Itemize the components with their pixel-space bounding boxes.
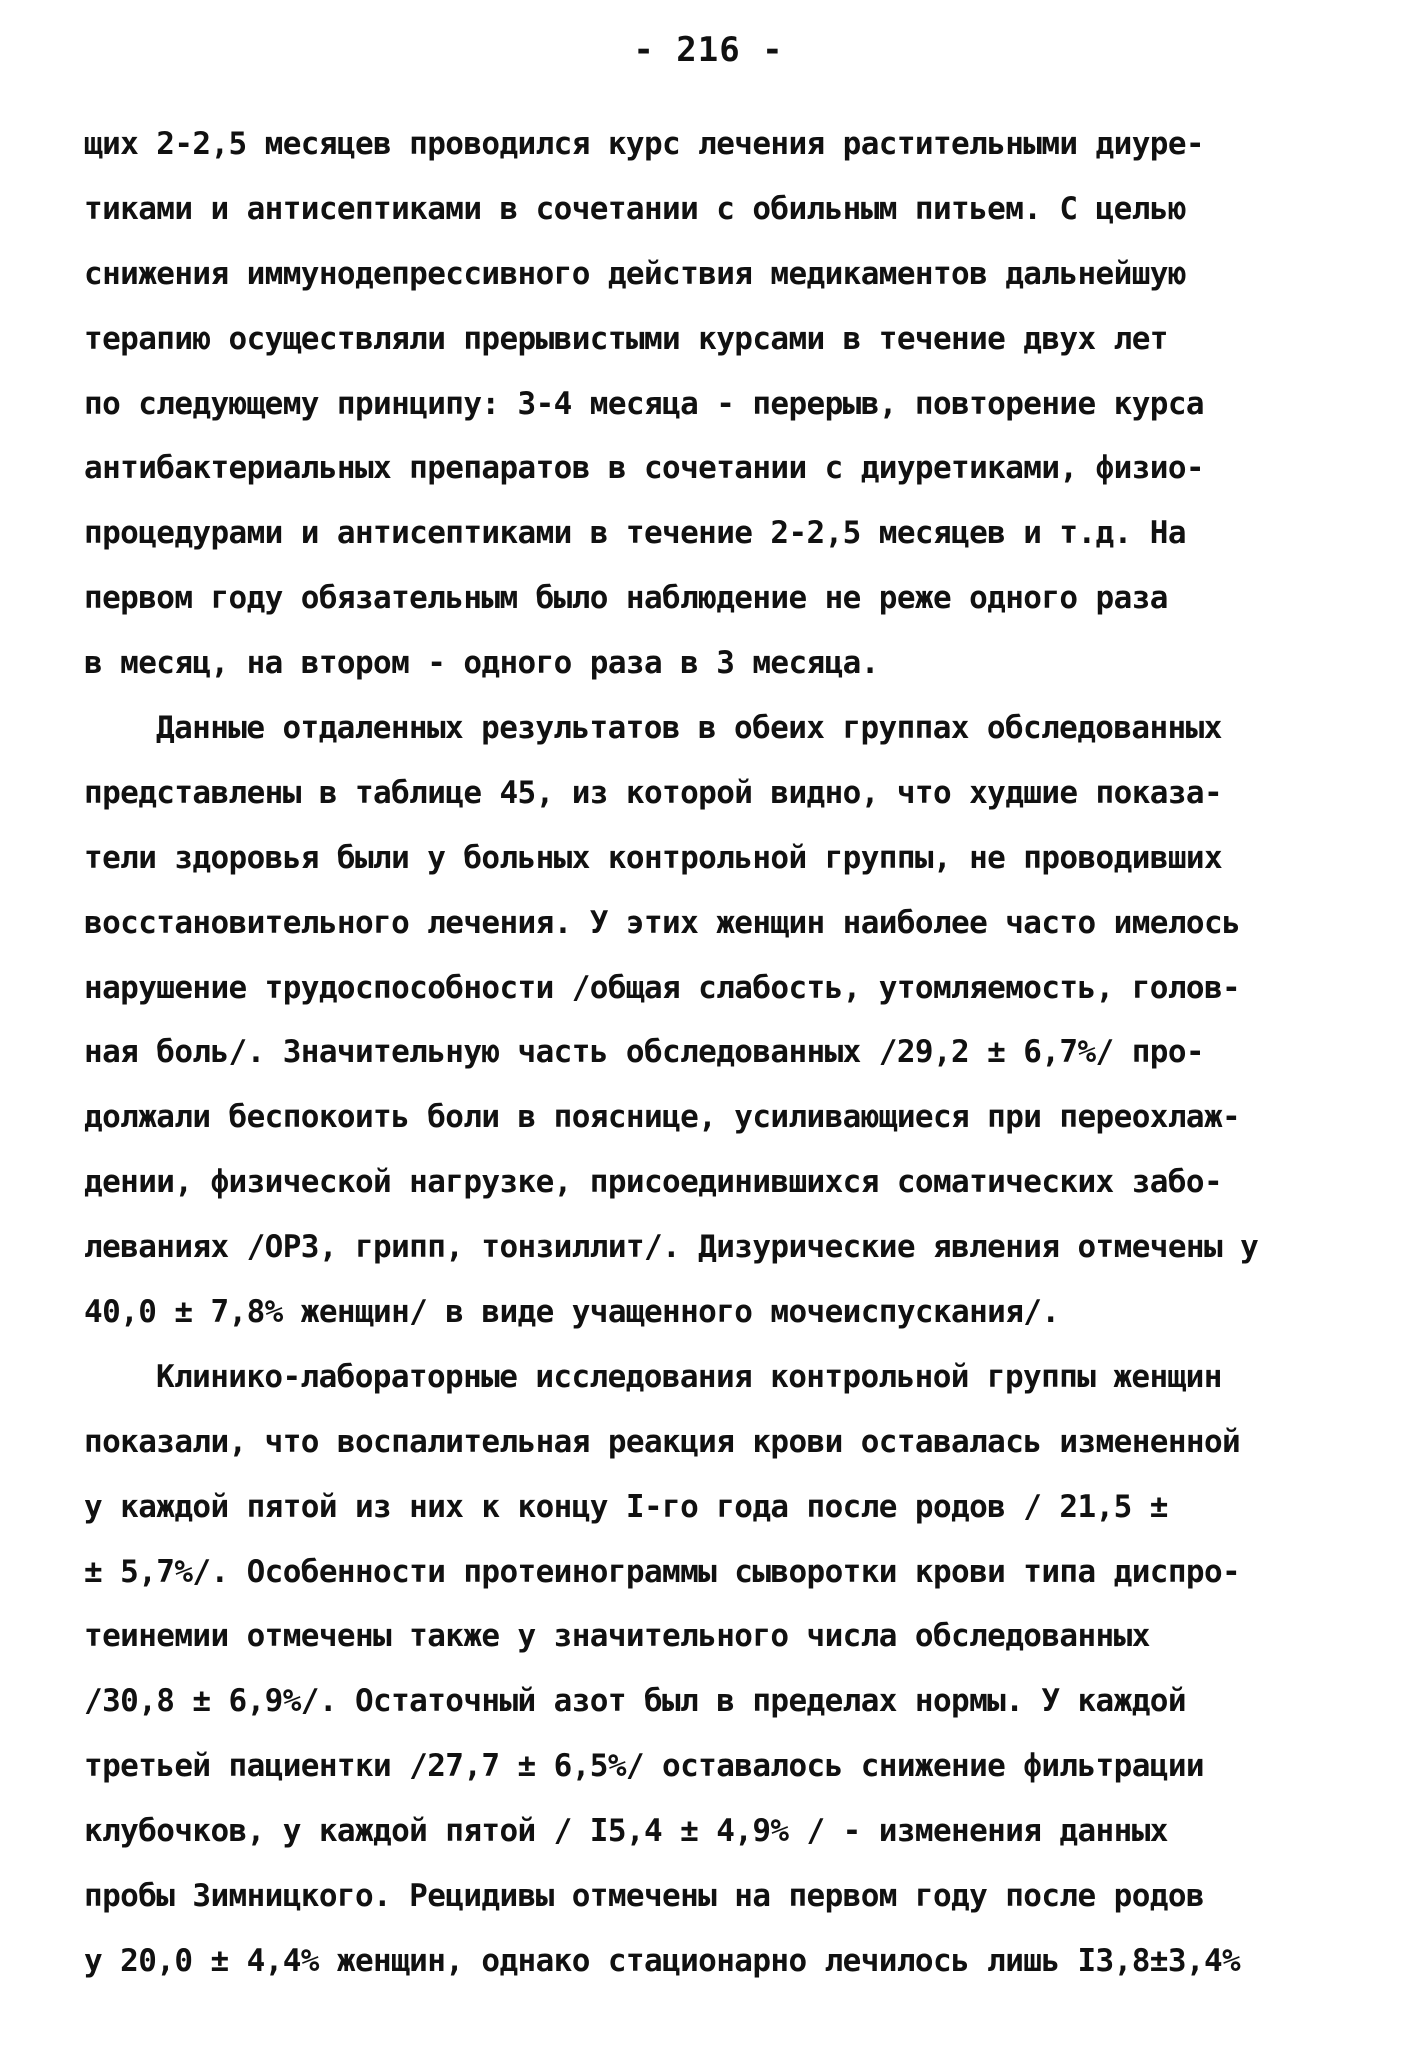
text-line: представлены в таблице 45, из которой видно, что худшие показа- bbox=[84, 774, 1223, 811]
text-line: показали, что воспалительная реакция крови оставалась измененной bbox=[84, 1423, 1241, 1460]
text-line: нарушение трудоспособности /общая слабость, утомляемость, голов- bbox=[84, 969, 1241, 1006]
text-line: щих 2-2,5 месяцев проводился курс лечения растительными диуре- bbox=[84, 126, 1204, 162]
text-line: теинемии отмечены также у значительного числа обследованных bbox=[84, 1618, 1150, 1655]
text-line: тиками и антисептиками в сочетании с обильным питьем. С целью bbox=[84, 190, 1186, 227]
text-line: должали беспокоить боли в пояснице, усиливающиеся при переохлаж- bbox=[84, 1099, 1241, 1136]
text-line: у каждой пятой из них к концу I-го года после родов / 21,5 ± bbox=[84, 1488, 1168, 1525]
text-line: третьей пациентки /27,7 ± 6,5%/ оставалось снижение фильтрации bbox=[84, 1748, 1204, 1785]
text-line: ± 5,7%/. Особенности протеинограммы сыворотки крови типа диспро- bbox=[84, 1553, 1241, 1590]
text-line: ная боль/. Значительную часть обследованных /29,2 ± 6,7%/ про- bbox=[84, 1034, 1204, 1071]
text-line: первом году обязательным было наблюдение не реже одного раза bbox=[84, 580, 1168, 617]
text-line: антибактериальных препаратов в сочетании с диуретиками, физио- bbox=[84, 450, 1204, 487]
text-line: по следующему принципу: 3-4 месяца - перерыв, повторение курса bbox=[84, 385, 1204, 422]
page-number: - 216 - bbox=[633, 30, 784, 70]
body-text bbox=[84, 112, 1354, 1994]
text-line: 40,0 ± 7,8% женщин/ в виде учащенного мочеиспускания/. bbox=[84, 1294, 1060, 1331]
text-line: /30,8 ± 6,9%/. Остаточный азот был в пределах нормы. У каждой bbox=[84, 1683, 1186, 1720]
text-line: терапию осуществляли прерывистыми курсами в течение двух лет bbox=[84, 320, 1168, 357]
paragraph-first-line: Данные отдаленных результатов в обеих группах обследованных bbox=[156, 710, 1222, 747]
text-line: леваниях /ОРЗ, грипп, тонзиллит/. Дизурические явления отмечены у bbox=[84, 1229, 1259, 1266]
text-line: тели здоровья были у больных контрольной группы, не проводивших bbox=[84, 839, 1223, 876]
paragraph-first-line: Клинико-лабораторные исследования контрольной группы женщин bbox=[156, 1358, 1222, 1395]
text-line: пробы Зимницкого. Рецидивы отмечены на первом году после родов bbox=[84, 1878, 1204, 1915]
text-line: снижения иммунодепрессивного действия медикаментов дальнейшую bbox=[84, 255, 1186, 292]
text-line: клубочков, у каждой пятой / I5,4 ± 4,9% / - изменения данных bbox=[84, 1813, 1168, 1850]
text-line: в месяц, на втором - одного раза в 3 месяца. bbox=[84, 645, 879, 682]
text-line: у 20,0 ± 4,4% женщин, однако стационарно лечилось лишь I3,8±3,4% bbox=[84, 1942, 1241, 1979]
text-line: процедурами и антисептиками в течение 2-2,5 месяцев и т.д. На bbox=[84, 515, 1186, 552]
text-line: восстановительного лечения. У этих женщин наиболее часто имелось bbox=[84, 904, 1241, 941]
text-line: дении, физической нагрузке, присоединившихся соматических забо- bbox=[84, 1164, 1223, 1201]
